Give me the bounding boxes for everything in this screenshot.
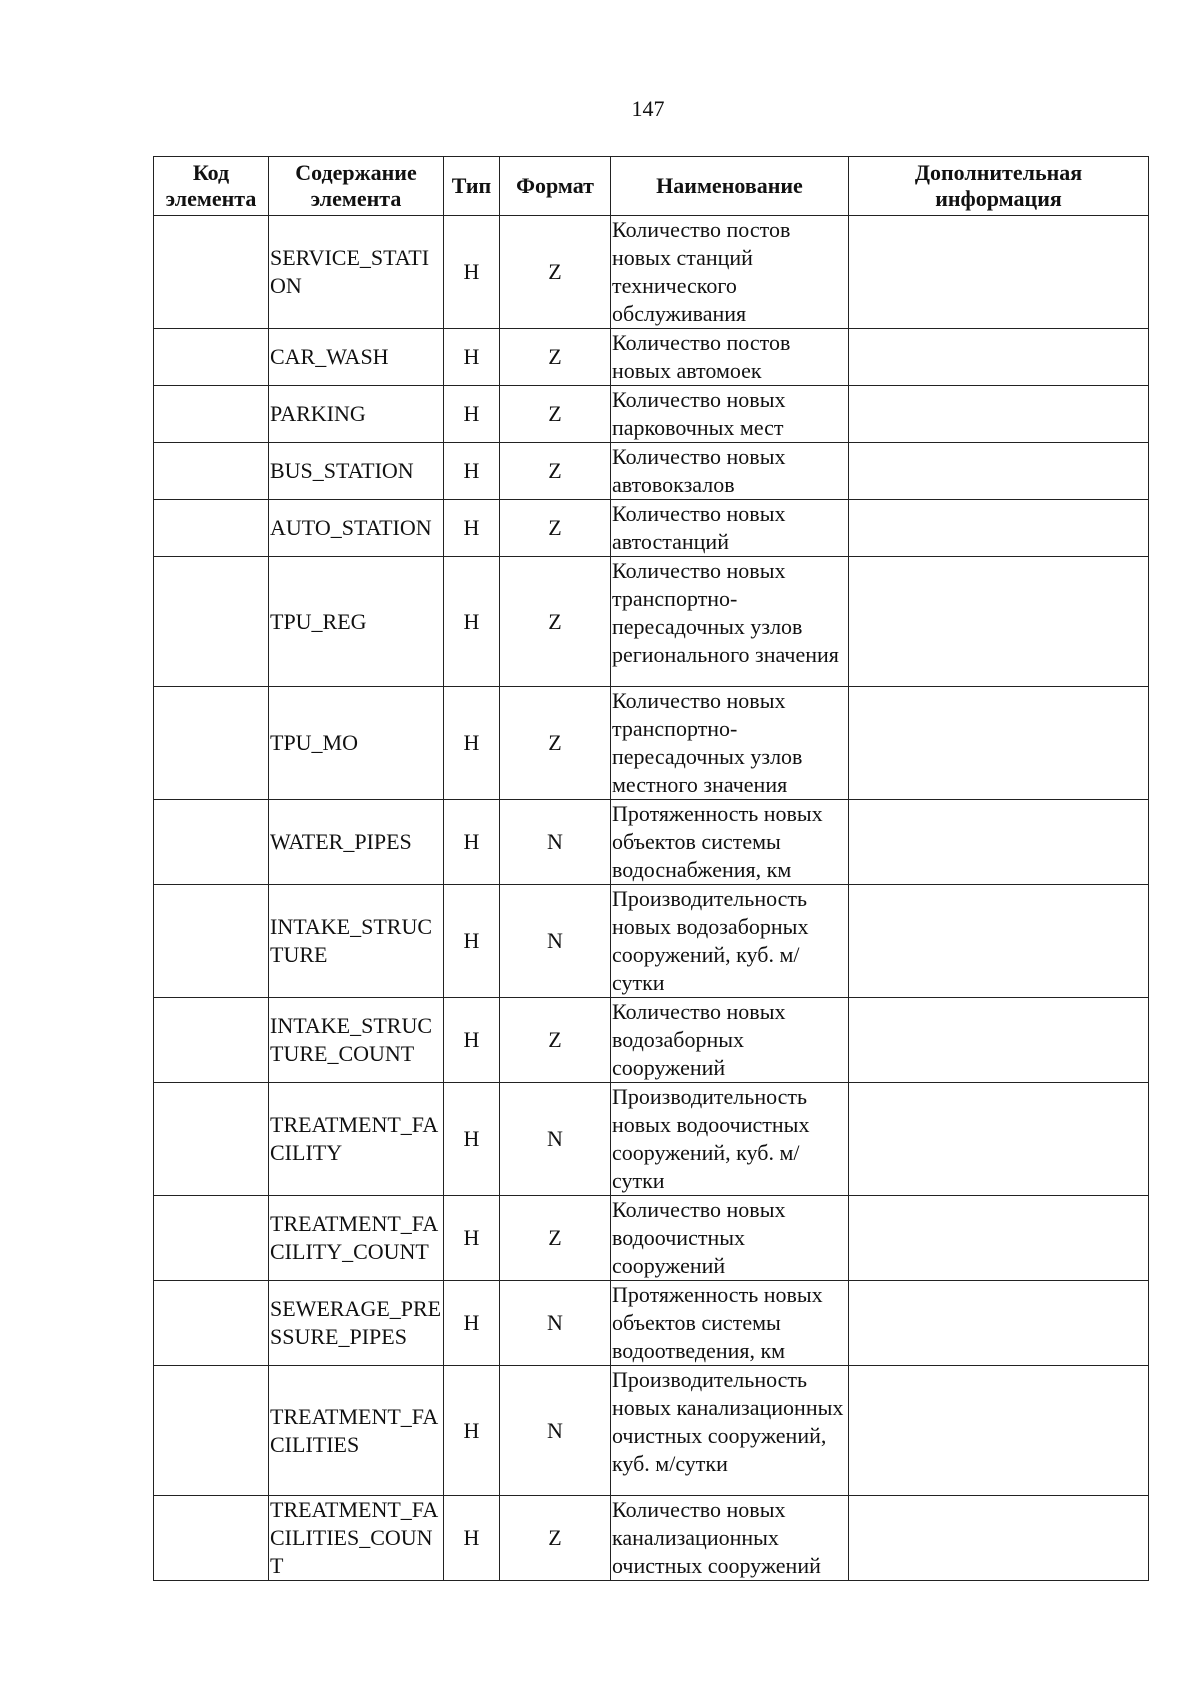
content-cell: TPU_REG — [269, 557, 444, 687]
extra-cell — [849, 386, 1149, 443]
table-header-row — [154, 157, 1149, 216]
extra-cell — [849, 1281, 1149, 1366]
table-row — [154, 386, 1149, 443]
content-cell: INTAKE_STRUCTURE_COUNT — [269, 998, 444, 1083]
content-cell: TREATMENT_FACILITIES — [269, 1366, 444, 1496]
content-cell: TREATMENT_FACILITY_COUNT — [269, 1196, 444, 1281]
type-cell: Н — [444, 687, 500, 800]
code-cell — [154, 1366, 269, 1496]
content-cell: PARKING — [269, 386, 444, 443]
table-row — [154, 500, 1149, 557]
format-cell: N — [500, 1083, 611, 1196]
content-cell: AUTO_STATION — [269, 500, 444, 557]
code-cell — [154, 1281, 269, 1366]
code-cell — [154, 998, 269, 1083]
name-cell: Протяженность новых объектов системы водоснабжения, км — [611, 800, 849, 885]
header-format: Формат — [500, 157, 611, 216]
extra-cell — [849, 1496, 1149, 1581]
table-row — [154, 329, 1149, 386]
table-row — [154, 800, 1149, 885]
name-cell: Количество новых парковочных мест — [611, 386, 849, 443]
type-cell: Н — [444, 216, 500, 329]
table-row — [154, 998, 1149, 1083]
code-cell — [154, 687, 269, 800]
type-cell: Н — [444, 885, 500, 998]
name-cell: Производительность новых канализационных очистных сооружений, куб. м/сутки — [611, 1366, 849, 1496]
extra-cell — [849, 998, 1149, 1083]
type-cell: Н — [444, 1083, 500, 1196]
header-name: Наименование — [611, 157, 849, 216]
format-cell: Z — [500, 687, 611, 800]
code-cell — [154, 500, 269, 557]
table-row — [154, 216, 1149, 329]
code-cell — [154, 557, 269, 687]
table-row — [154, 443, 1149, 500]
type-cell: Н — [444, 443, 500, 500]
content-cell: INTAKE_STRUCTURE — [269, 885, 444, 998]
type-cell: Н — [444, 1196, 500, 1281]
name-cell: Количество новых водозаборных сооружений — [611, 998, 849, 1083]
table-row — [154, 1496, 1149, 1581]
type-cell: Н — [444, 329, 500, 386]
type-cell: Н — [444, 800, 500, 885]
content-cell: TREATMENT_FACILITY — [269, 1083, 444, 1196]
name-cell: Количество новых транспортно-пересадочных узлов местного значения — [611, 687, 849, 800]
format-cell: Z — [500, 386, 611, 443]
code-cell — [154, 443, 269, 500]
format-cell: N — [500, 1366, 611, 1496]
content-cell: BUS_STATION — [269, 443, 444, 500]
name-cell: Производительность новых водоочистных сооружений, куб. м/сутки — [611, 1083, 849, 1196]
name-cell: Количество новых водоочистных сооружений — [611, 1196, 849, 1281]
format-cell: N — [500, 800, 611, 885]
extra-cell — [849, 687, 1149, 800]
extra-cell — [849, 1196, 1149, 1281]
type-cell: Н — [444, 1496, 500, 1581]
code-cell — [154, 329, 269, 386]
header-content: Содержание элемента — [269, 157, 444, 216]
table-row — [154, 885, 1149, 998]
page-number: 147 — [631, 96, 665, 121]
format-cell: N — [500, 1281, 611, 1366]
extra-cell — [849, 557, 1149, 687]
table-row — [154, 1196, 1149, 1281]
content-cell: TPU_MO — [269, 687, 444, 800]
content-cell: TREATMENT_FACILITIES_COUNT — [269, 1496, 444, 1581]
code-cell — [154, 1496, 269, 1581]
extra-cell — [849, 329, 1149, 386]
name-cell: Количество постов новых автомоек — [611, 329, 849, 386]
header-type: Тип — [444, 157, 500, 216]
type-cell: Н — [444, 1366, 500, 1496]
element-spec-table — [153, 156, 1149, 1581]
table-row — [154, 1366, 1149, 1496]
format-cell: Z — [500, 443, 611, 500]
format-cell: Z — [500, 329, 611, 386]
type-cell: Н — [444, 386, 500, 443]
name-cell: Производительность новых водозаборных сооружений, куб. м/сутки — [611, 885, 849, 998]
code-cell — [154, 386, 269, 443]
extra-cell — [849, 1083, 1149, 1196]
name-cell: Протяженность новых объектов системы водоотведения, км — [611, 1281, 849, 1366]
code-cell — [154, 1196, 269, 1281]
table-row — [154, 1281, 1149, 1366]
content-cell: SERVICE_STATION — [269, 216, 444, 329]
format-cell: Z — [500, 557, 611, 687]
extra-cell — [849, 500, 1149, 557]
code-cell — [154, 1083, 269, 1196]
extra-cell — [849, 443, 1149, 500]
content-cell: WATER_PIPES — [269, 800, 444, 885]
type-cell: Н — [444, 998, 500, 1083]
type-cell: Н — [444, 500, 500, 557]
format-cell: Z — [500, 216, 611, 329]
type-cell: Н — [444, 557, 500, 687]
type-cell: Н — [444, 1281, 500, 1366]
format-cell: Z — [500, 1196, 611, 1281]
format-cell: Z — [500, 1496, 611, 1581]
header-extra: Дополнительная информация — [849, 157, 1149, 216]
content-cell: SEWERAGE_PRESSURE_PIPES — [269, 1281, 444, 1366]
extra-cell — [849, 885, 1149, 998]
table-row — [154, 687, 1149, 800]
content-cell: CAR_WASH — [269, 329, 444, 386]
code-cell — [154, 885, 269, 998]
extra-cell — [849, 1366, 1149, 1496]
header-code: Код элемента — [154, 157, 269, 216]
code-cell — [154, 800, 269, 885]
format-cell: N — [500, 885, 611, 998]
table-row — [154, 1083, 1149, 1196]
name-cell: Количество новых канализационных очистных сооружений — [611, 1496, 849, 1581]
name-cell: Количество постов новых станций технического обслуживания — [611, 216, 849, 329]
name-cell: Количество новых транспортно-пересадочных узлов регионального значения — [611, 557, 849, 687]
format-cell: Z — [500, 998, 611, 1083]
extra-cell — [849, 800, 1149, 885]
name-cell: Количество новых автовокзалов — [611, 443, 849, 500]
code-cell — [154, 216, 269, 329]
name-cell: Количество новых автостанций — [611, 500, 849, 557]
format-cell: Z — [500, 500, 611, 557]
table-row — [154, 557, 1149, 687]
extra-cell — [849, 216, 1149, 329]
